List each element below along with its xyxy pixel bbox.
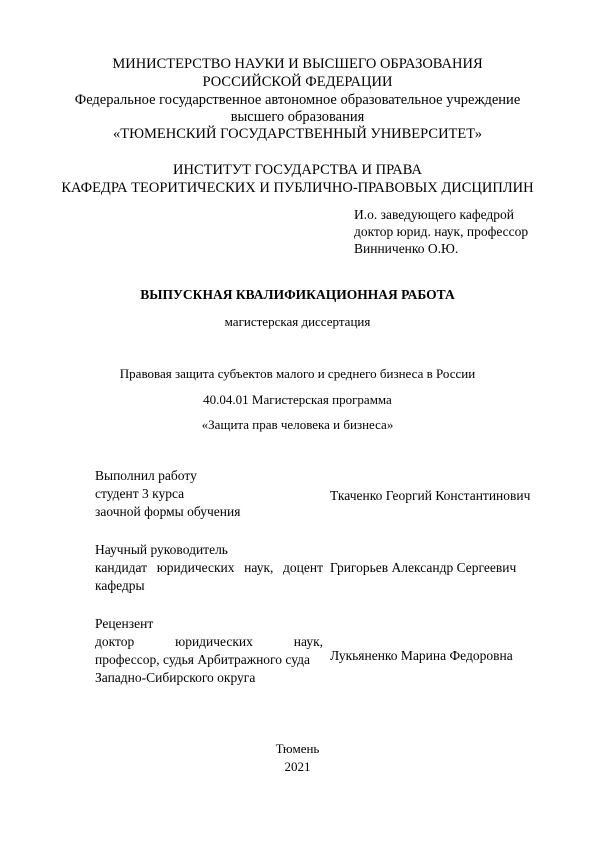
- institution-line-1: Федеральное государственное автономное образовательное учреждение: [74, 92, 521, 108]
- city: Тюмень: [275, 741, 320, 756]
- work-title: ВЫПУСКНАЯ КВАЛИФИКАЦИОННАЯ РАБОТА: [140, 287, 455, 302]
- ministry-line-1: МИНИСТЕРСТВО НАУКИ И ВЫСШЕГО ОБРАЗОВАНИЯ: [112, 56, 483, 72]
- approval-degree: доктор юрид. наук, профессор: [354, 224, 529, 239]
- supervisor-name: Григорьев Александр Сергеевич: [330, 560, 517, 575]
- author-line-1: Выполнил работу: [95, 468, 197, 483]
- work-subtitle: магистерская диссертация: [224, 314, 371, 329]
- approval-name: Винниченко О.Ю.: [354, 241, 459, 256]
- approval-block: [354, 206, 528, 257]
- reviewer-block: [95, 615, 323, 687]
- author-line-2: студент 3 курса: [95, 486, 185, 501]
- institution-line-2: высшего образования: [230, 109, 365, 125]
- supervisor-line-2: кандидат юридических наук, доцент: [95, 560, 323, 575]
- supervisor-block: [95, 541, 323, 595]
- year: 2021: [284, 759, 311, 774]
- author-block: [95, 467, 323, 521]
- reviewer-name: Лукьяненко Марина Федоровна: [330, 648, 513, 663]
- reviewer-line-4: Западно-Сибирского округа: [95, 670, 256, 685]
- program-name: «Защита прав человека и бизнеса»: [201, 417, 394, 432]
- university-name: «ТЮМЕНСКИЙ ГОСУДАРСТВЕННЫЙ УНИВЕРСИТЕТ»: [112, 126, 482, 142]
- author-name: Ткаченко Георгий Константинович: [330, 488, 531, 503]
- work-topic: Правовая защита субъектов малого и среднего бизнеса в России: [119, 366, 476, 381]
- approval-position: И.о. заведующего кафедрой: [354, 207, 514, 222]
- ministry-line-2: РОССИЙСКОЙ ФЕДЕРАЦИИ: [202, 74, 393, 90]
- program-code: 40.04.01 Магистерская программа: [203, 392, 392, 407]
- department-name: КАФЕДРА ТЕОРИТИЧЕСКИХ И ПУБЛИЧНО-ПРАВОВЫХ ДИСЦИПЛИН: [61, 180, 534, 196]
- reviewer-line-1: Рецензент: [95, 616, 154, 631]
- supervisor-line-1: Научный руководитель: [95, 542, 228, 557]
- reviewer-line-3: профессор, судья Арбитражного суда: [95, 652, 310, 667]
- reviewer-line-2: доктор юридических наук,: [95, 634, 323, 649]
- author-line-3: заочной формы обучения: [95, 504, 241, 519]
- institute-name: ИНСТИТУТ ГОСУДАРСТВА И ПРАВА: [173, 162, 422, 178]
- supervisor-line-3: кафедры: [95, 578, 145, 593]
